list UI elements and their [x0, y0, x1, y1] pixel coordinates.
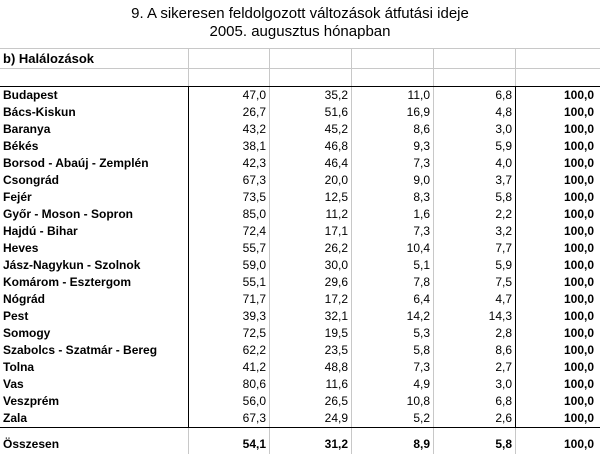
value-cell: 14,3 — [488, 309, 512, 323]
value-cell: 24,9 — [324, 411, 348, 425]
value-cell: 100,0 — [563, 377, 594, 391]
county-name: Borsod - Abaúj - Zemplén — [3, 156, 149, 170]
grid-vline — [515, 48, 516, 86]
county-name: Veszprém — [3, 394, 60, 408]
value-cell: 39,3 — [242, 309, 266, 323]
county-name: Pest — [3, 309, 29, 323]
table-row — [0, 87, 597, 104]
value-cell: 45,2 — [324, 122, 348, 136]
value-cell: 12,5 — [324, 190, 348, 204]
value-cell: 100,0 — [563, 190, 594, 204]
value-cell: 19,5 — [324, 326, 348, 340]
value-cell: 7,7 — [495, 241, 512, 255]
county-name: Baranya — [3, 122, 51, 136]
table-row — [0, 155, 597, 172]
value-cell: 5,1 — [413, 258, 430, 272]
section-label: b) Halálozások — [3, 51, 95, 66]
value-cell: 100,0 — [563, 326, 594, 340]
value-cell: 1,6 — [413, 207, 430, 221]
value-cell: 7,3 — [413, 360, 430, 374]
table-row — [0, 342, 597, 359]
value-cell: 100,0 — [563, 224, 594, 238]
table-row — [0, 376, 597, 393]
grid-vline — [188, 48, 189, 86]
county-name: Somogy — [3, 326, 51, 340]
total-row — [0, 436, 597, 453]
value-cell: 20,0 — [324, 173, 348, 187]
total-cell: 100,0 — [563, 437, 594, 451]
value-cell: 4,0 — [495, 156, 512, 170]
value-cell: 100,0 — [563, 156, 594, 170]
value-cell: 5,9 — [495, 258, 512, 272]
title-line-2: 2005. augusztus hónapban — [209, 23, 391, 40]
grid-vline — [269, 48, 270, 86]
county-name: Győr - Moson - Sopron — [3, 207, 133, 221]
value-cell: 6,8 — [495, 394, 512, 408]
value-cell: 11,2 — [325, 207, 348, 221]
value-cell: 56,0 — [242, 394, 266, 408]
value-cell: 6,8 — [495, 88, 512, 102]
value-cell: 2,2 — [495, 207, 512, 221]
value-cell: 100,0 — [563, 105, 594, 119]
value-cell: 100,0 — [563, 258, 594, 272]
value-cell: 100,0 — [563, 360, 594, 374]
value-cell: 100,0 — [563, 88, 594, 102]
total-cell: 8,9 — [413, 437, 430, 451]
table-row — [0, 240, 597, 257]
data-table — [0, 87, 597, 427]
value-cell: 8,3 — [413, 190, 430, 204]
value-cell: 16,9 — [406, 105, 430, 119]
value-cell: 46,4 — [324, 156, 348, 170]
table-row — [0, 393, 597, 410]
value-cell: 9,3 — [413, 139, 430, 153]
total-cell: 54,1 — [242, 437, 266, 451]
title-line-1: 9. A sikeresen feldolgozott változások átfutási ideje — [131, 5, 469, 22]
value-cell: 7,3 — [413, 156, 430, 170]
value-cell: 10,4 — [406, 241, 430, 255]
county-name: Vas — [3, 377, 24, 391]
value-cell: 55,7 — [242, 241, 266, 255]
county-name: Tolna — [3, 360, 35, 374]
total-table — [0, 436, 597, 453]
county-name: Nógrád — [3, 292, 45, 306]
value-cell: 67,3 — [242, 411, 266, 425]
value-cell: 26,2 — [324, 241, 348, 255]
grid-vline — [351, 48, 352, 86]
table-row — [0, 410, 597, 427]
value-cell: 2,8 — [495, 326, 512, 340]
value-cell: 29,6 — [324, 275, 348, 289]
table-row — [0, 291, 597, 308]
value-cell: 7,5 — [495, 275, 512, 289]
value-cell: 7,8 — [413, 275, 430, 289]
value-cell: 8,6 — [413, 122, 430, 136]
county-name: Zala — [3, 411, 28, 425]
value-cell: 6,4 — [413, 292, 430, 306]
value-cell: 59,0 — [242, 258, 266, 272]
total-cell: 5,8 — [495, 437, 512, 451]
value-cell: 73,5 — [242, 190, 266, 204]
value-cell: 42,3 — [242, 156, 266, 170]
county-name: Jász-Nagykun - Szolnok — [3, 258, 141, 272]
value-cell: 55,1 — [242, 275, 266, 289]
value-cell: 100,0 — [563, 173, 594, 187]
value-cell: 5,2 — [413, 411, 430, 425]
value-cell: 51,6 — [324, 105, 348, 119]
value-cell: 43,2 — [242, 122, 266, 136]
value-cell: 8,6 — [495, 343, 512, 357]
value-cell: 2,6 — [495, 411, 512, 425]
table-row — [0, 138, 597, 155]
value-cell: 38,1 — [242, 139, 266, 153]
grid-vline — [433, 48, 434, 86]
table-bottom-border — [0, 427, 600, 428]
value-cell: 3,0 — [495, 122, 512, 136]
county-name: Szabolcs - Szatmár - Bereg — [3, 343, 158, 357]
value-cell: 4,7 — [495, 292, 512, 306]
value-cell: 11,0 — [407, 88, 430, 102]
value-cell: 3,0 — [495, 377, 512, 391]
value-cell: 5,3 — [413, 326, 430, 340]
value-cell: 9,0 — [413, 173, 430, 187]
county-name: Heves — [3, 241, 39, 255]
value-cell: 26,5 — [324, 394, 348, 408]
value-cell: 11,6 — [325, 377, 348, 391]
value-cell: 85,0 — [242, 207, 266, 221]
value-cell: 67,3 — [242, 173, 266, 187]
table-row — [0, 206, 597, 223]
value-cell: 14,2 — [406, 309, 430, 323]
table-row — [0, 104, 597, 121]
value-cell: 3,2 — [495, 224, 512, 238]
value-cell: 100,0 — [563, 122, 594, 136]
table-row — [0, 189, 597, 206]
value-cell: 5,8 — [495, 190, 512, 204]
value-cell: 46,8 — [324, 139, 348, 153]
value-cell: 100,0 — [563, 241, 594, 255]
total-cell: 31,2 — [324, 437, 348, 451]
county-name: Békés — [3, 139, 39, 153]
table-row — [0, 359, 597, 376]
table-row — [0, 257, 597, 274]
county-name: Fejér — [3, 190, 32, 204]
value-cell: 26,7 — [242, 105, 266, 119]
value-cell: 35,2 — [324, 88, 348, 102]
table-row — [0, 325, 597, 342]
value-cell: 2,7 — [495, 360, 512, 374]
value-cell: 4,9 — [413, 377, 430, 391]
table-row — [0, 274, 597, 291]
value-cell: 17,2 — [324, 292, 348, 306]
county-name: Komárom - Esztergom — [3, 275, 132, 289]
value-cell: 32,1 — [324, 309, 348, 323]
county-name: Csongrád — [3, 173, 60, 187]
value-cell: 23,5 — [324, 343, 348, 357]
value-cell: 71,7 — [242, 292, 266, 306]
table-row — [0, 308, 597, 325]
value-cell: 5,8 — [413, 343, 430, 357]
value-cell: 10,8 — [406, 394, 430, 408]
value-cell: 62,2 — [242, 343, 266, 357]
value-cell: 72,4 — [242, 224, 266, 238]
value-cell: 41,2 — [242, 360, 266, 374]
total-label: Összesen — [3, 437, 60, 451]
value-cell: 100,0 — [563, 394, 594, 408]
value-cell: 3,7 — [495, 173, 512, 187]
value-cell: 80,6 — [242, 377, 266, 391]
value-cell: 100,0 — [563, 139, 594, 153]
grid-top-line — [0, 48, 600, 49]
value-cell: 30,0 — [324, 258, 348, 272]
value-cell: 48,8 — [324, 360, 348, 374]
county-name: Hajdú - Bihar — [3, 224, 78, 238]
value-cell: 4,8 — [495, 105, 512, 119]
table-row — [0, 121, 597, 138]
county-name: Budapest — [3, 88, 58, 102]
value-cell: 100,0 — [563, 309, 594, 323]
value-cell: 100,0 — [563, 343, 594, 357]
value-cell: 17,1 — [324, 224, 348, 238]
value-cell: 100,0 — [563, 292, 594, 306]
value-cell: 72,5 — [242, 326, 266, 340]
county-name: Bács-Kiskun — [3, 105, 76, 119]
value-cell: 7,3 — [413, 224, 430, 238]
value-cell: 100,0 — [563, 207, 594, 221]
value-cell: 100,0 — [563, 411, 594, 425]
value-cell: 5,9 — [495, 139, 512, 153]
value-cell: 100,0 — [563, 275, 594, 289]
table-row — [0, 172, 597, 189]
grid-line — [0, 68, 600, 69]
value-cell: 47,0 — [242, 88, 266, 102]
table-row — [0, 223, 597, 240]
